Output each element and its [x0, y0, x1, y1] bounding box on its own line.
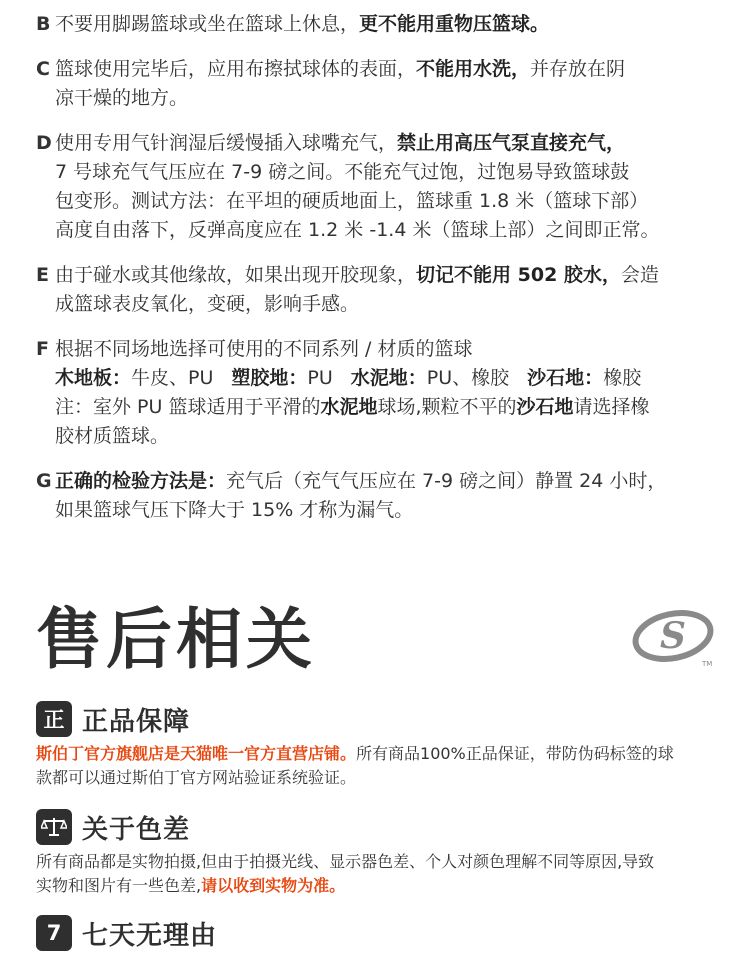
seven-day-badge: 7 [36, 915, 72, 951]
note-line [55, 55, 726, 84]
spalding-logo-icon [632, 608, 718, 670]
after-sales-title: 售后相关 [36, 601, 316, 678]
note-line: 高度自由落下，反弹高度应在 1.2 米 -1.4 米（篮球上部）之间即正常。 [55, 219, 660, 241]
note-c [36, 55, 726, 113]
note-line: 如果篮球气压下降大于 15% 才称为漏气。 [55, 499, 414, 521]
note-text: 不要用脚踢篮球或坐在篮球上休息， [55, 13, 360, 35]
note-text: 请选择橡 [573, 396, 650, 418]
note-text: 充气后（充气气压应在 7-9 磅之间）静置 24 小时， [226, 470, 667, 492]
note-f [36, 335, 726, 451]
color-text [36, 850, 726, 898]
color-title: 关于色差 [82, 814, 191, 845]
genuine-badge: 正 [36, 701, 72, 737]
color-header [36, 808, 726, 846]
note-emphasis: 更不能用重物压篮球。 [359, 13, 550, 35]
genuine-header [36, 700, 726, 738]
note-text: 注：室外 PU 篮球适用于平滑的 [55, 396, 321, 418]
note-b [36, 10, 726, 39]
court-materials [55, 364, 726, 393]
note-line [55, 467, 726, 496]
note-text: 球场,颗粒不平的 [377, 396, 517, 418]
note-letter: E [36, 264, 49, 286]
logo-tm: TM [702, 660, 713, 668]
note-letter: F [36, 338, 49, 360]
cement-floor-value: PU、橡胶 [426, 367, 510, 389]
note-text: 会造 [620, 264, 659, 286]
note-letter: G [36, 470, 52, 492]
note-line: 根据不同场地选择可使用的不同系列 / 材质的篮球 [55, 338, 473, 360]
note-emphasis: 不能用水洗， [416, 58, 531, 80]
genuine-text-part: 所有商品100%正品保证，带防伪码标签的球 [356, 744, 674, 763]
note-text: 使用专用气针润湿后缓慢插入球嘴充气， [55, 132, 398, 154]
logo-letter: S [660, 615, 686, 657]
sand-floor-label: 沙石地： [527, 367, 604, 389]
note-letter: D [36, 132, 52, 154]
seven-day-title: 七天无理由 [82, 920, 218, 951]
note-line [55, 261, 726, 290]
note-emphasis: 正确的检验方法是： [55, 470, 227, 492]
color-text-part: 所有商品都是实物拍摄,但由于拍摄光线、显示器色差、个人对颜色理解不同等原因,导致 [36, 852, 655, 871]
color-text-part: 实物和图片有一些色差, [36, 876, 202, 895]
note-line: 胶材质篮球。 [55, 425, 170, 447]
genuine-text-part: 款都可以通过斯伯丁官方网站验证系统验证。 [36, 768, 357, 787]
note-emphasis: 切记不能用 502 胶水， [416, 264, 621, 286]
note-text: 并存放在阴 [530, 58, 626, 80]
wood-floor-label: 木地板： [55, 367, 132, 389]
note-line: 包变形。测试方法：在平坦的硬质地面上，篮球重 1.8 米（篮球下部） [55, 190, 649, 212]
color-difference-section [36, 808, 726, 898]
color-highlight: 请以收到实物为准。 [201, 876, 346, 895]
note-emphasis: 水泥地 [320, 396, 378, 418]
genuine-guarantee-section [36, 700, 726, 790]
seven-day-header [36, 914, 726, 952]
wood-floor-value: 牛皮、PU [131, 367, 214, 389]
sand-floor-value: 橡胶 [603, 367, 642, 389]
genuine-highlight: 斯伯丁官方旗舰店是天猫唯一官方直营店铺。 [36, 744, 357, 763]
note-d [36, 129, 726, 245]
plastic-floor-label: 塑胶地： [231, 367, 308, 389]
note-line [55, 129, 726, 158]
genuine-title: 正品保障 [82, 706, 191, 737]
note-line: 成篮球表皮氧化，变硬，影响手感。 [55, 293, 360, 315]
care-notes [36, 10, 726, 541]
scale-icon [36, 809, 72, 845]
note-text: 由于碰水或其他缘故，如果出现开胶现象， [55, 264, 417, 286]
plastic-floor-value: PU [307, 367, 333, 389]
genuine-text [36, 742, 726, 790]
note-emphasis: 禁止用高压气泵直接充气， [397, 132, 626, 154]
note-line [55, 10, 726, 39]
note-e [36, 261, 726, 319]
note-line: 7 号球充气气压应在 7-9 磅之间。不能充气过饱，过饱易导致篮球鼓 [55, 161, 630, 183]
seven-day-return-section [36, 914, 726, 952]
note-text: 篮球使用完毕后，应用布擦拭球体的表面， [55, 58, 417, 80]
note-letter: C [36, 58, 50, 80]
note-emphasis: 沙石地 [516, 396, 574, 418]
cement-floor-label: 水泥地： [350, 367, 427, 389]
note-line [55, 393, 726, 422]
note-g [36, 467, 726, 525]
note-line: 凉干燥的地方。 [55, 87, 189, 109]
note-letter: B [36, 13, 51, 35]
